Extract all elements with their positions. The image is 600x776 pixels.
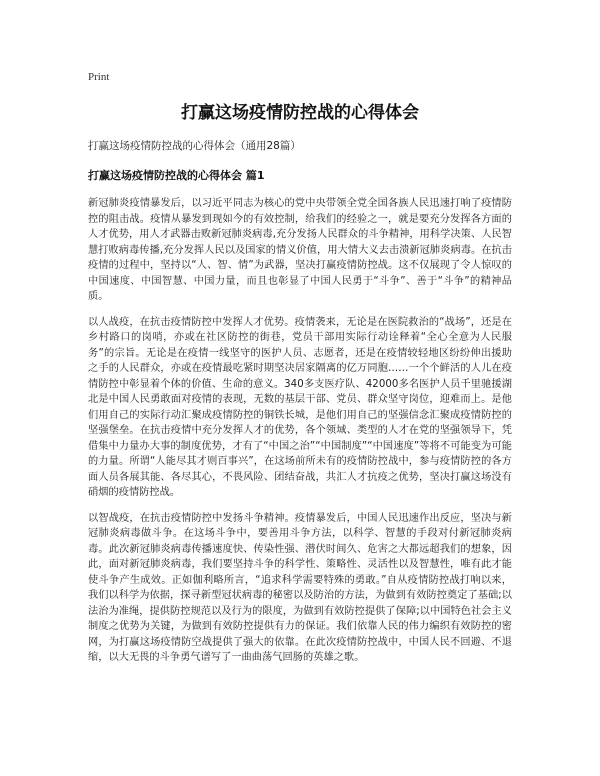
page-title: 打赢这场疫情防控战的心得体会 xyxy=(181,103,419,123)
print-link[interactable]: Print xyxy=(88,71,110,83)
paragraph-2: 以人战疫，在抗击疫情防控中发挥人才优势。疫情袭来，无论是在医院救治的“战场”，还是在乡村路口的岗哨，亦或在社区防控的街巷，党员干部用实际行动诠释着“全心全意为人民服务”的宗旨。无论是在疫情一线坚守的医护人员、志愿者，还是在疫情较轻地区纷纷伸出援助之手的人民群众，亦或在疫情最吃紧时期坚决居家隔离的亿万同胞……一个个鲜活的人儿在疫情防控中彰显着个体的价值、生命的意义。340多支医疗队、42000多名医护人员千里驰援湖北是中国人民勇敢面对疫情的表现，无数的基层干部、党员、群众坚守岗位，迎难而上。是他们用自己的实际行动汇聚成疫情防控的铜铁长城，是他们用自己的坚强信念汇聚成疫情防控的坚强堡垒。在抗击疫情中充分发挥人才的优势，各个领域、类型的人才在党的坚强领导下，凭借集中力量办大事的制度优势，才有了“中国之治”“中国制度”“中国速度”等将不可能变为可能的力量。所谓“人能尽其才则百事兴”，在这场前所未有的疫情防控战中，参与疫情防控的各方面人员各展其能、各尽其心，不畏风险、团结奋战，共汇人才抗疫之优势，坚决打赢这场没有硝烟的疫情防控战。 xyxy=(88,316,512,498)
section-heading: 打赢这场疫情防控战的心得体会 篇1 xyxy=(88,169,265,182)
paragraph-3: 以智战疫，在抗击疫情防控中发扬斗争精神。疫情暴发后，中国人民迅速作出反应，坚决与新冠肺炎病毒做斗争。在这场斗争中，要善用斗争方法，以科学、智慧的手段对付新冠肺炎病毒。此次新冠肺炎病毒传播速度快、传染性强、潜伏时间久、危害之大都远超我们的想象，因此，面对新冠肺炎病毒，我们要坚持斗争的科学性、策略性、灵活性以及智慧性，唯有此才能使斗争产生成效。正如伽利略所言，“追求科学需要特殊的勇敢。”自从疫情防控战打响以来，我们以科学为依据，探寻新型冠状病毒的秘密以及防治的方法，为做到有效防控奠定了基础;以法治为准绳，提供防控规范以及行为的限度，为做到有效防控提供了保障;以中国特色社会主义制度之优势为关键，为做到有效防控提供有力的保证。我们依靠人民的伟力编织有效防控的密网，为打赢这场疫情防空战提供了强大的依靠。在此次疫情防控战中，中国人民不回避、不退缩，以大无畏的斗争勇气谱写了一曲曲荡气回肠的英雄之歌。 xyxy=(88,512,512,663)
paragraph-1: 新冠肺炎疫情暴发后，以习近平同志为核心的党中央带领全党全国各族人民迅速打响了疫情防控的阻击战。疫情从暴发到现如今的有效控制，给我们的经验之一，就是要充分发挥各方面的人才优势，用人才武器击败新冠肺炎病毒,充分发扬人民群众的斗争精神，用科学决策、人民智慧打败病毒传播,充分发挥人民以及国家的情义价值，用大情大义去击溃新冠肺炎病毒。在抗击疫情的过程中，坚持以“人、智、情”为武器，坚决打赢疫情防控战。这不仅展现了令人惊叹的中国速度、中国智慧、中国力量，而且也彰显了中国人民勇于“斗争”、善于“斗争”的精神品质。 xyxy=(88,198,512,302)
document-subtitle: 打赢这场疫情防控战的心得体会（通用28篇） xyxy=(88,140,301,152)
